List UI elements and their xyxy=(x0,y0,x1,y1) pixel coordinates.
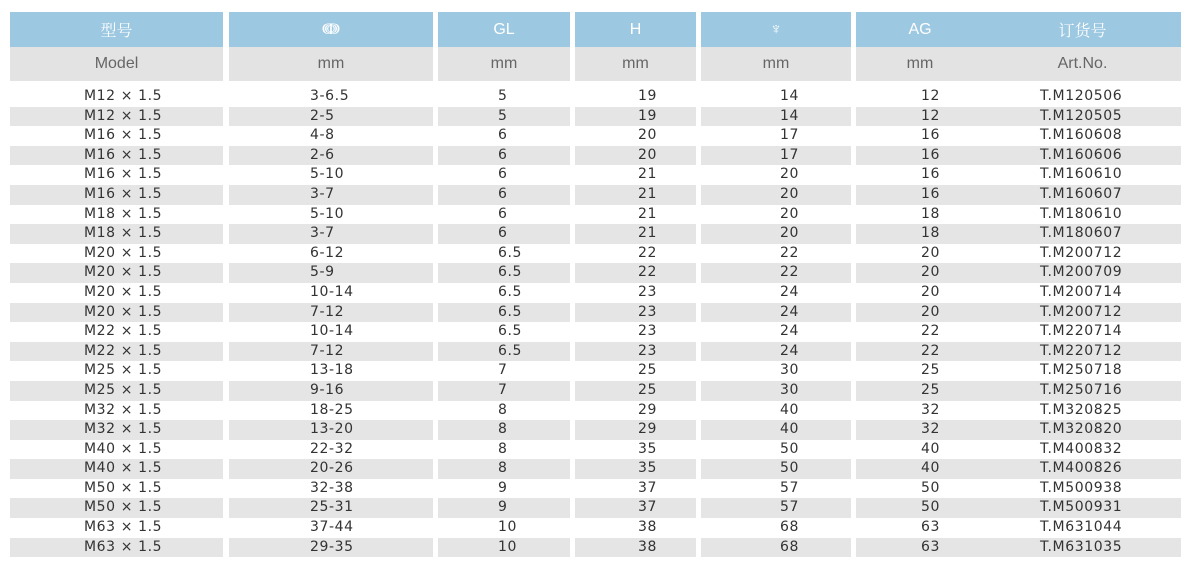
table-cell: 8 xyxy=(438,420,570,440)
table-cell: T.M120505 xyxy=(984,107,1181,127)
table-cell: 30 xyxy=(701,381,851,401)
header-wrench-icon: ♆ xyxy=(701,12,851,47)
table-cell: 20 xyxy=(780,166,800,183)
unit-clamp: mm xyxy=(229,47,433,81)
table-cell: 63 xyxy=(921,519,941,536)
table-cell: T.M160606 xyxy=(984,146,1181,166)
table-cell: T.M220714 xyxy=(1040,323,1123,340)
table-cell: M12 × 1.5 xyxy=(84,88,163,104)
table-cell: 12 xyxy=(856,107,984,127)
table-cell: 29 xyxy=(638,401,658,418)
table-cell: M22 × 1.5 xyxy=(10,342,223,362)
table-cell: 40 xyxy=(921,440,941,457)
table-cell: 6 xyxy=(438,185,570,205)
table-cell: T.M180610 xyxy=(1040,205,1123,222)
table-row xyxy=(10,361,1181,381)
table-cell: M32 × 1.5 xyxy=(10,420,223,440)
table-cell: 6.5 xyxy=(498,283,523,300)
table-row xyxy=(10,498,1181,518)
table-cell: 6 xyxy=(498,127,508,144)
table-cell: 35 xyxy=(638,440,658,457)
table-cell: 16 xyxy=(856,185,984,205)
unit-h: mm xyxy=(575,47,696,81)
table-row xyxy=(10,185,1181,205)
table-cell: 2-6 xyxy=(229,146,433,166)
table-cell: 22 xyxy=(701,263,851,283)
table-cell: T.M631035 xyxy=(984,538,1181,558)
table-row xyxy=(10,518,1181,538)
table-row xyxy=(10,107,1181,127)
table-cell: 22 xyxy=(575,263,696,283)
table-cell: 6 xyxy=(438,146,570,166)
table-cell: 21 xyxy=(638,166,658,183)
table-cell: 68 xyxy=(780,519,800,536)
table-cell: 5 xyxy=(438,107,570,127)
table-cell: 16 xyxy=(921,127,941,144)
table-cell: T.M250716 xyxy=(984,381,1181,401)
unit-row xyxy=(10,47,1181,82)
table-cell: 10 xyxy=(438,538,570,558)
table-cell: 21 xyxy=(575,224,696,244)
table-cell: 32 xyxy=(856,420,984,440)
table-row xyxy=(10,381,1181,401)
table-row xyxy=(10,342,1181,362)
table-cell: M40 × 1.5 xyxy=(84,440,163,457)
table-cell: T.M500938 xyxy=(1040,479,1123,496)
table-cell: 10 xyxy=(498,519,518,536)
header-model-cn: 型号 xyxy=(10,12,223,47)
table-cell: 6.5 xyxy=(438,303,570,323)
table-row xyxy=(10,224,1181,244)
table-cell: 32-38 xyxy=(310,479,354,496)
table-cell: 7-12 xyxy=(229,342,433,362)
table-body xyxy=(10,87,1181,557)
header-ag: AG xyxy=(856,12,984,47)
table-cell: M20 × 1.5 xyxy=(10,303,223,323)
table-cell: 20 xyxy=(780,205,800,222)
table-cell: 37-44 xyxy=(310,519,354,536)
table-cell: 63 xyxy=(856,538,984,558)
table-cell: M18 × 1.5 xyxy=(84,205,163,222)
table-cell: 13-18 xyxy=(310,362,354,379)
table-cell: 7 xyxy=(498,362,508,379)
table-cell: 40 xyxy=(701,420,851,440)
table-cell: 50 xyxy=(921,479,941,496)
table-cell: 16 xyxy=(921,166,941,183)
table-cell: 3-7 xyxy=(229,224,433,244)
table-cell: 68 xyxy=(701,538,851,558)
table-cell: 2-5 xyxy=(229,107,433,127)
table-cell: 37 xyxy=(638,479,658,496)
table-cell: T.M200714 xyxy=(1040,283,1123,300)
table-cell: M20 × 1.5 xyxy=(10,263,223,283)
table-cell: 20-26 xyxy=(229,459,433,479)
table-cell: M50 × 1.5 xyxy=(84,479,163,496)
table-cell: 30 xyxy=(780,362,800,379)
table-cell: 18 xyxy=(856,224,984,244)
table-cell: 17 xyxy=(780,127,800,144)
table-row xyxy=(10,440,1181,460)
table-cell: 50 xyxy=(856,498,984,518)
table-cell: 50 xyxy=(780,440,800,457)
table-cell: 8 xyxy=(438,459,570,479)
table-cell: 23 xyxy=(575,303,696,323)
table-cell: 21 xyxy=(638,205,658,222)
table-cell: 16 xyxy=(856,146,984,166)
unit-wrench: mm xyxy=(701,47,851,81)
table-cell: 22 xyxy=(780,244,800,261)
table-cell: 38 xyxy=(575,538,696,558)
table-cell: 8 xyxy=(498,401,508,418)
table-cell: 6.5 xyxy=(498,323,523,340)
table-row xyxy=(10,479,1181,499)
table-cell: M25 × 1.5 xyxy=(84,362,163,379)
table-cell: 9-16 xyxy=(229,381,433,401)
table-cell: 40 xyxy=(780,401,800,418)
table-cell: 35 xyxy=(575,459,696,479)
table-cell: M20 × 1.5 xyxy=(84,244,163,261)
table-cell: 17 xyxy=(701,146,851,166)
table-cell: T.M120506 xyxy=(1040,88,1123,104)
table-cell: 50 xyxy=(701,459,851,479)
table-cell: 57 xyxy=(780,479,800,496)
table-cell: T.M400826 xyxy=(984,459,1181,479)
table-cell: 20 xyxy=(638,127,658,144)
table-cell: T.M631044 xyxy=(1040,519,1123,536)
table-row xyxy=(10,538,1181,558)
table-cell: 6 xyxy=(498,205,508,222)
table-cell: M40 × 1.5 xyxy=(10,459,223,479)
table-cell: 57 xyxy=(701,498,851,518)
table-cell: M12 × 1.5 xyxy=(10,107,223,127)
table-row xyxy=(10,401,1181,421)
table-cell: 22 xyxy=(638,244,658,261)
table-cell: 23 xyxy=(638,323,658,340)
table-cell: 6.5 xyxy=(498,244,523,261)
header-row xyxy=(10,12,1181,47)
table-cell: 25 xyxy=(575,381,696,401)
table-cell: 20 xyxy=(856,303,984,323)
table-cell: 7-12 xyxy=(229,303,433,323)
table-row xyxy=(10,420,1181,440)
table-cell: M20 × 1.5 xyxy=(84,283,163,300)
table-cell: 5-10 xyxy=(310,166,345,183)
table-cell: 25 xyxy=(856,381,984,401)
table-cell: 23 xyxy=(575,342,696,362)
unit-ag: mm xyxy=(856,47,984,81)
table-cell: M22 × 1.5 xyxy=(84,323,163,340)
table-cell: M16 × 1.5 xyxy=(84,166,163,183)
table-cell: M63 × 1.5 xyxy=(10,538,223,558)
table-cell: 20 xyxy=(921,244,941,261)
table-cell: 6.5 xyxy=(438,263,570,283)
table-cell: 19 xyxy=(575,107,696,127)
table-cell: M32 × 1.5 xyxy=(84,401,163,418)
table-cell: T.M160610 xyxy=(1040,166,1123,183)
table-cell: 4-8 xyxy=(310,127,335,144)
spec-table xyxy=(10,12,1181,557)
table-cell: T.M250718 xyxy=(1040,362,1123,379)
header-h: H xyxy=(575,12,696,47)
table-cell: M18 × 1.5 xyxy=(10,224,223,244)
table-cell: 18-25 xyxy=(310,401,354,418)
table-row xyxy=(10,126,1181,146)
table-cell: T.M200712 xyxy=(1040,244,1123,261)
table-cell: 14 xyxy=(701,107,851,127)
table-cell: 29-35 xyxy=(229,538,433,558)
table-row xyxy=(10,283,1181,303)
table-cell: 6.5 xyxy=(438,342,570,362)
table-cell: 22 xyxy=(856,342,984,362)
table-cell: T.M200712 xyxy=(984,303,1181,323)
table-cell: 20 xyxy=(856,263,984,283)
table-cell: 9 xyxy=(438,498,570,518)
table-cell: 24 xyxy=(701,342,851,362)
table-cell: 13-20 xyxy=(229,420,433,440)
table-cell: 25-31 xyxy=(229,498,433,518)
header-order-no-cn: 订货号 xyxy=(984,12,1181,47)
table-cell: 32 xyxy=(921,401,941,418)
table-cell: T.M320820 xyxy=(984,420,1181,440)
table-cell: 20 xyxy=(701,224,851,244)
table-cell: 3-6.5 xyxy=(310,88,350,104)
table-row xyxy=(10,322,1181,342)
table-cell: 8 xyxy=(498,440,508,457)
header-gl: GL xyxy=(438,12,570,47)
table-cell: 3-7 xyxy=(229,185,433,205)
table-cell: 25 xyxy=(921,362,941,379)
table-cell: 10-14 xyxy=(310,283,354,300)
table-cell: 25 xyxy=(638,362,658,379)
table-cell: 10-14 xyxy=(310,323,354,340)
table-cell: 23 xyxy=(638,283,658,300)
table-cell: M63 × 1.5 xyxy=(84,519,163,536)
table-cell: M25 × 1.5 xyxy=(10,381,223,401)
table-cell: M16 × 1.5 xyxy=(10,146,223,166)
unit-art-no: Art.No. xyxy=(984,47,1181,81)
table-cell: T.M500931 xyxy=(984,498,1181,518)
table-cell: 29 xyxy=(575,420,696,440)
table-cell: 6 xyxy=(498,166,508,183)
table-cell: T.M180607 xyxy=(984,224,1181,244)
unit-gl: mm xyxy=(438,47,570,81)
header-clamp-range-icon: ↈ xyxy=(229,12,433,47)
table-row xyxy=(10,263,1181,283)
table-row xyxy=(10,165,1181,185)
table-cell: T.M160607 xyxy=(984,185,1181,205)
table-cell: 6-12 xyxy=(310,244,345,261)
table-cell: 37 xyxy=(575,498,696,518)
table-cell: 24 xyxy=(780,323,800,340)
table-cell: 20 xyxy=(921,283,941,300)
table-cell: T.M320825 xyxy=(1040,401,1123,418)
table-cell: 18 xyxy=(921,205,941,222)
table-cell: T.M400832 xyxy=(1040,440,1123,457)
table-cell: 22-32 xyxy=(310,440,354,457)
table-row xyxy=(10,146,1181,166)
table-cell: T.M220712 xyxy=(984,342,1181,362)
table-cell: 38 xyxy=(638,519,658,536)
table-cell: 7 xyxy=(438,381,570,401)
table-row xyxy=(10,87,1181,107)
table-cell: 9 xyxy=(498,479,508,496)
table-cell: 5 xyxy=(498,88,508,104)
table-cell: M16 × 1.5 xyxy=(10,185,223,205)
unit-model: Model xyxy=(10,47,223,81)
table-row xyxy=(10,303,1181,323)
table-cell: M16 × 1.5 xyxy=(84,127,163,144)
table-cell: 20 xyxy=(575,146,696,166)
table-cell: 21 xyxy=(575,185,696,205)
table-cell: 20 xyxy=(701,185,851,205)
table-cell: 19 xyxy=(638,88,658,104)
table-cell: 5-9 xyxy=(229,263,433,283)
table-cell: 40 xyxy=(856,459,984,479)
table-row xyxy=(10,459,1181,479)
table-row xyxy=(10,205,1181,225)
table-cell: 5-10 xyxy=(310,205,345,222)
table-row xyxy=(10,244,1181,264)
table-cell: 22 xyxy=(921,323,941,340)
table-cell: 6 xyxy=(438,224,570,244)
table-cell: M50 × 1.5 xyxy=(10,498,223,518)
table-cell: T.M200709 xyxy=(984,263,1181,283)
table-cell: 14 xyxy=(780,88,800,104)
table-cell: 12 xyxy=(921,88,941,104)
table-cell: 24 xyxy=(701,303,851,323)
table-cell: T.M160608 xyxy=(1040,127,1123,144)
table-cell: 24 xyxy=(780,283,800,300)
